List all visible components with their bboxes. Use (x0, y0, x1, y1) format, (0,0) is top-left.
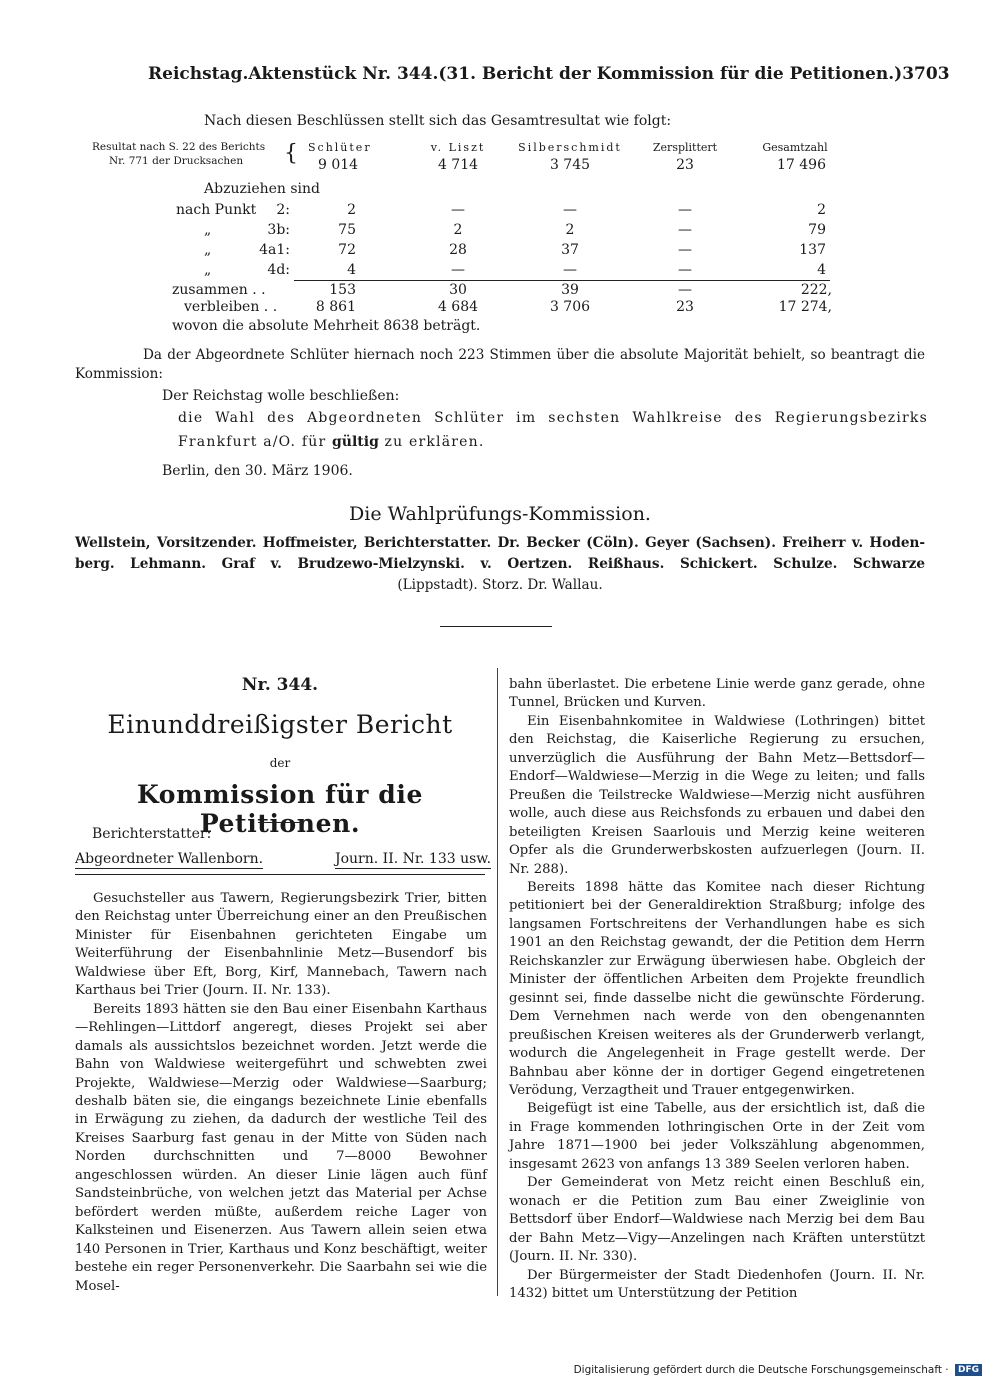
remain-gesamtzahl: 17 274, (778, 299, 832, 315)
col-header-silberschmidt: Silberschmidt (518, 141, 622, 154)
row1-gesamtzahl: 17 496 (777, 157, 826, 173)
deduct-label: Abzuziehen sind (204, 181, 321, 197)
heading-small-rule (258, 822, 304, 823)
remain-label: verbleiben . . (184, 299, 278, 315)
majority-paragraph-text: Da der Abgeordnete Schlüter hiernach noch 223 Stimmen über die absolute Majorität behielt, so beantragt die Kommission: (75, 347, 925, 382)
sum-silberschmidt: 39 (561, 282, 579, 298)
header-doc-number: Aktenstück Nr. 344. (248, 64, 439, 84)
journal-reference: Journ. II. Nr. 133 usw. (335, 851, 492, 867)
signatures-line-2: berg. Lehmann. Graf v. Brudzewo-Mielzynski. v. Oertzen. Reißhaus. Schickert. Schulze. Schwarze (75, 556, 925, 572)
col-header-gesamtzahl: Gesamtzahl (762, 141, 828, 154)
right-paragraph-0: bahn überlastet. Die erbetene Linie werde ganz gerade, ohne Tunnel, Brücken und Kurven. (509, 677, 925, 711)
right-paragraph-2: Bereits 1898 hätte das Komitee nach dieser Richtung petitioniert bei der Generaldirektion Straßburg; infolge des langsamen Fortschreitens der Verhandlungen habe es sich 1901 an den Reichstag gewandt, der die Petition dem Herrn Reichskanzler zur Erwägung überwiesen habe. Obgleich der Minister der öffentlichen Arbeiten dem Projekte freundlich gesinnt sei, finde dasselbe nicht die gewünschte Förderung. Dem Vernehmen nach werde von den obengenannten preußischen Kreisen weiteres als der Grunderwerb verlangt, wodurch die Angelegenheit in Frage gestellt werde. Der Bahnbau aber könne der in dortiger Gegend eingetretenen Verödung, Verzagtheit und Trauer entgegenwirken. (509, 879, 925, 1098)
deduct-row-2-schlueter: 75 (338, 222, 356, 238)
deduct-row-4-liszt: — (451, 262, 465, 278)
remain-zersplittert: 23 (676, 299, 694, 315)
deduct-row-4-prefix: „ (204, 262, 212, 278)
dfg-logo: DFG (955, 1364, 982, 1376)
motion-line-2-a: Frankfurt a/O. für (178, 434, 327, 450)
table-sum-rule (294, 280, 830, 281)
remain-silberschmidt: 3 706 (549, 299, 591, 315)
motion-line-2 (178, 434, 485, 450)
deduct-row-1-liszt: — (451, 202, 465, 218)
deduct-row-3-liszt: 28 (449, 242, 467, 258)
right-paragraph-1: Ein Eisenbahnkomitee in Waldwiese (Lothringen) bittet den Reichstag, die Kaiserliche Regierung zu ersuchen, unverzüglich die Ausführung der Bahn Metz—Bettsdorf—Endorf—Waldwiese—Merzig in die Wege zu leiten; und falls Preußen die Teilstrecke Waldwiese—Merzig nicht ausführen wolle, auch diese aus Reichsfonds zu erbauen und dabei den beteiligten Kreisen Saarlouis und Merzig keine weiteren Opfer als die Grunderwerbskosten aufzuerlegen (Journ. II. Nr. 288). (509, 713, 925, 877)
deduct-row-4-silberschmidt: — (563, 262, 577, 278)
side-label-line-1: Resultat nach S. 22 des Berichts (92, 141, 266, 153)
deduct-row-2-zersplittert: — (678, 222, 692, 238)
motion-valid-word: gültig (332, 434, 379, 450)
header-left: Reichstag. (148, 64, 249, 84)
sum-schlueter: 153 (329, 282, 356, 298)
right-paragraph-4: Der Gemeinderat von Metz reicht einen Beschluß ein, wonach er die Petition zum Bau einer Zweiglinie von Bettsdorf über Endorf—Waldwiese nach Merzig bei dem Bau der Bahn Metz—Vigy—Anzelingen nach Kräften unterstützt (Journ. II. Nr. 330). (509, 1175, 925, 1265)
signatures (75, 533, 925, 596)
left-column (75, 890, 487, 1296)
sum-zersplittert: — (678, 282, 692, 298)
commission-title: Die Wahlprüfungs-Kommission. (349, 503, 651, 525)
running-header (148, 64, 950, 84)
deduct-row-4-point: 4d: (267, 262, 290, 278)
remain-liszt: 4 684 (437, 299, 479, 315)
intro-line: Nach diesen Beschlüssen stellt sich das Gesamtresultat wie folgt: (204, 113, 672, 129)
majority-paragraph (75, 346, 925, 383)
right-paragraph-5: Der Bürgermeister der Stadt Diedenhofen (Journ. II. Nr. 1432) bittet um Unterstützung der Petition (509, 1267, 925, 1301)
table-brace-left: { (284, 141, 298, 166)
table-side-label (92, 140, 265, 168)
side-label-line-2: Nr. 771 der Drucksachen (108, 155, 244, 167)
deduct-row-3-schlueter: 72 (338, 242, 356, 258)
row1-schlueter: 9 014 (318, 157, 359, 173)
motion-intro: Der Reichstag wolle beschließen: (162, 388, 400, 404)
deduct-row-1-schlueter: 2 (347, 202, 356, 218)
row1-silberschmidt: 3 745 (549, 157, 591, 173)
deduct-row-2-prefix: „ (204, 222, 212, 238)
deduct-row-1-gesamtzahl: 2 (817, 202, 826, 218)
col-header-zersplittert: Zersplittert (652, 141, 718, 154)
reporter-double-rule (75, 874, 485, 875)
deduct-row-1-zersplittert: — (678, 202, 692, 218)
right-paragraph-3: Beigefügt ist eine Tabelle, aus der ersichtlich ist, daß die in Frage kommenden lothringischen Orte in der Zeit vom Jahre 1871—1900 bei jeder Volkszählung abgenommen, insgesamt 2623 von anfangs 13 389 Seelen verloren haben. (509, 1101, 925, 1172)
report-der: der (269, 756, 291, 770)
deduct-row-3-gesamtzahl: 137 (799, 242, 826, 258)
section-divider (440, 626, 552, 627)
signatures-line-1: Wellstein, Vorsitzender. Hoffmeister, Berichterstatter. Dr. Becker (Cöln). Geyer (Sachsen). Freiherr v. Hoden- (75, 535, 925, 551)
footer-text: Digitalisierung gefördert durch die Deutsche Forschungsgemeinschaft · (573, 1364, 949, 1376)
deduct-row-2-silberschmidt: 2 (565, 222, 575, 238)
remain-schlueter: 8 861 (315, 299, 356, 315)
deduct-row-3-prefix: „ (204, 242, 212, 258)
report-title: Einunddreißigster Bericht (107, 710, 453, 739)
reporter-name: Abgeordneter Wallenborn. (75, 851, 264, 867)
right-column (509, 676, 925, 1303)
sum-liszt: 30 (449, 282, 467, 298)
column-separator (497, 668, 498, 1296)
deduct-row-4-schlueter: 4 (347, 262, 356, 278)
deduct-row-3-silberschmidt: 37 (561, 242, 579, 258)
reporter-label: Berichterstatter: (92, 826, 212, 842)
deduct-row-3-point: 4a1: (259, 242, 290, 258)
motion-line-2-c: zu erklären. (384, 434, 485, 450)
deduct-row-1-silberschmidt: — (563, 202, 577, 218)
deduct-row-2-gesamtzahl: 79 (808, 222, 826, 238)
sum-gesamtzahl: 222, (800, 282, 832, 298)
sum-label: zusammen . . (172, 282, 266, 298)
deduct-row-4-zersplittert: — (678, 262, 692, 278)
report-number: Nr. 344. (241, 675, 319, 695)
deduct-row-1-point: 2: (276, 202, 290, 218)
report-commission: Kommission für die Petitionen. (137, 780, 423, 838)
row1-zersplittert: 23 (676, 157, 694, 173)
deduct-row-2-liszt: 2 (453, 222, 463, 238)
col-header-liszt: v. Liszt (430, 141, 486, 154)
signatures-line-3: (Lippstadt). Storz. Dr. Wallau. (397, 577, 603, 593)
col-header-schlueter: Schlüter (308, 141, 372, 154)
motion-line-1: die Wahl des Abgeordneten Schlüter im sechsten Wahlkreise des Regierungsbezirks (178, 410, 928, 426)
page-number: 3703 (902, 64, 950, 84)
row1-liszt: 4 714 (437, 157, 479, 173)
left-paragraph-1: Gesuchsteller aus Tawern, Regierungsbezirk Trier, bitten den Reichstag unter Überreichung einer an den Preußischen Minister für Eisenbahnen gerichteten Eingabe um Weiterführung der Eisenbahnlinie Metz—Busendorf bis Waldwiese über Eft, Borg, Kirf, Mannebach, Tawern nach Karthaus bei Trier (Journ. II. Nr. 133). (75, 891, 487, 999)
majority-line: wovon die absolute Mehrheit 8638 beträgt. (172, 318, 481, 334)
footer (574, 1364, 982, 1376)
header-title: (31. Bericht der Kommission für die Petitionen.) (438, 64, 903, 84)
deduct-row-4-gesamtzahl: 4 (817, 262, 826, 278)
date-line: Berlin, den 30. März 1906. (162, 463, 353, 479)
deduct-row-1-prefix: nach Punkt (176, 202, 257, 218)
deduct-row-2-point: 3b: (267, 222, 290, 238)
left-paragraph-2: Bereits 1893 hätten sie den Bau einer Eisenbahn Karthaus—Rehlingen—Littdorf angeregt, dieses Projekt sei aber damals als aussichtslos bezeichnet worden. Jetzt werde die Bahn von Waldwiese weitergeführt und schwebten zwei Projekte, Waldwiese—Merzig oder Waldwiese—Saarburg; deshalb bäten sie, die eingangs bezeichnete Linie ebenfalls in Erwägung zu ziehen, da dadurch der westliche Teil des Kreises Saarburg fast genau in der Mitte von Süden nach Norden durchschnitten und 7—8000 Bewohner angeschlossen würden. An dieser Linie lägen auch fünf Sandsteinbrüche, von welchen jetzt das Material per Achse befördert werden müßte, außerdem reiche Lager von Kalksteinen und Eisenerzen. Aus Tawern allein seien etwa 140 Personen in Trier, Karthaus und Konz beschäftigt, weiter bestehe ein reger Personenverkehr. Die Saarbahn sei wie die Mosel- (75, 1001, 487, 1294)
deduct-row-3-zersplittert: — (678, 242, 692, 258)
